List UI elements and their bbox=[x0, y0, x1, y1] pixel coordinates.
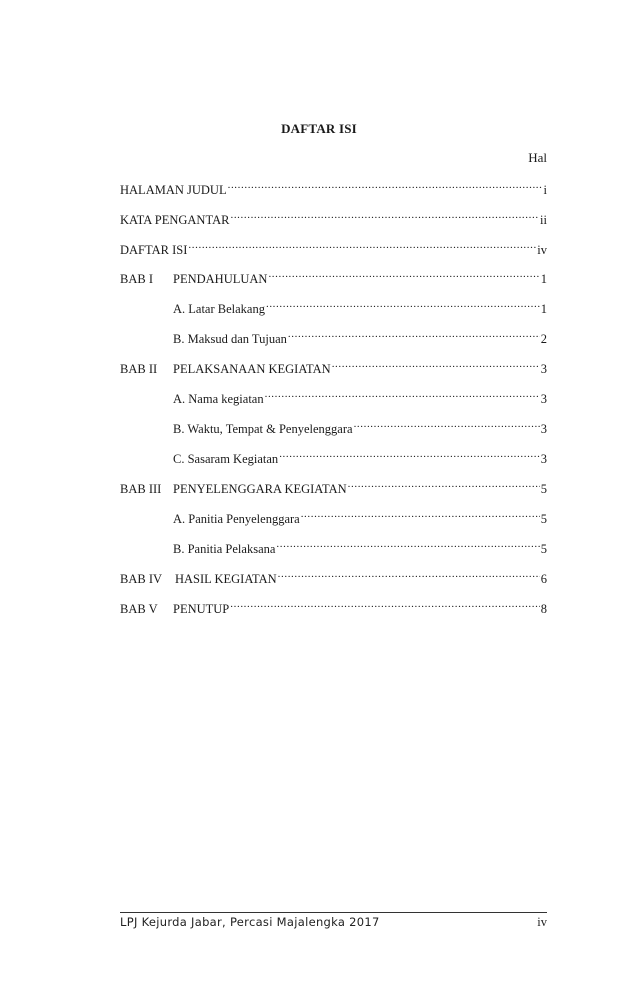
toc-entry-title: PENUTUP bbox=[173, 602, 230, 616]
toc-subentry-sasaram-kegiatan[interactable] bbox=[120, 445, 547, 466]
dot-leader bbox=[265, 385, 540, 403]
toc-entry-page: iv bbox=[537, 243, 547, 257]
dot-leader bbox=[279, 445, 540, 463]
toc-entry-bab-1[interactable] bbox=[120, 265, 547, 286]
dot-leader bbox=[268, 265, 539, 283]
toc-entry-page: 1 bbox=[540, 272, 547, 286]
toc-entry-page: 2 bbox=[540, 332, 547, 346]
toc-entry-title: B. Waktu, Tempat & Penyelenggara bbox=[173, 422, 353, 436]
footer-text: LPJ Kejurda Jabar, Percasi Majalengka 2017 bbox=[120, 915, 380, 929]
toc-entry-title: HALAMAN JUDUL bbox=[120, 183, 227, 197]
toc-subentry-nama-kegiatan[interactable] bbox=[120, 385, 547, 406]
toc-chapter-label: BAB IV bbox=[120, 572, 163, 586]
toc-entry-halaman-judul[interactable] bbox=[120, 176, 547, 197]
toc-entry-page: ii bbox=[540, 213, 547, 227]
page-column-label: Hal bbox=[528, 150, 547, 165]
dot-leader bbox=[301, 505, 540, 523]
toc-entry-title: A. Nama kegiatan bbox=[173, 392, 264, 406]
toc-subentry-panitia-penyelenggara[interactable] bbox=[120, 505, 547, 526]
toc-entry-page: 1 bbox=[540, 302, 547, 316]
toc-subentry-latar-belakang[interactable] bbox=[120, 295, 547, 316]
dot-leader bbox=[332, 355, 540, 373]
dot-leader bbox=[266, 295, 540, 313]
dot-leader bbox=[276, 535, 539, 553]
toc-chapter-label: BAB I bbox=[120, 272, 153, 286]
dot-leader bbox=[348, 475, 540, 493]
dot-leader bbox=[288, 325, 540, 343]
toc-chapter-label: BAB II bbox=[120, 362, 158, 376]
dot-leader bbox=[188, 236, 536, 254]
toc-entry-bab-3[interactable] bbox=[120, 475, 547, 496]
toc-entry-page: 5 bbox=[540, 482, 547, 496]
toc-entry-daftar-isi[interactable] bbox=[120, 236, 547, 257]
toc-entry-title: KATA PENGANTAR bbox=[120, 213, 230, 227]
toc-entry-page: 3 bbox=[540, 452, 547, 466]
toc-entry-page: 3 bbox=[540, 392, 547, 406]
page-title: DAFTAR ISI bbox=[281, 121, 357, 136]
toc-entry-title: PENDAHULUAN bbox=[173, 272, 268, 286]
toc-chapter-label: BAB V bbox=[120, 602, 158, 616]
footer-page-number: iv bbox=[537, 915, 547, 929]
toc-chapter-label: BAB III bbox=[120, 482, 162, 496]
toc-entry-title: C. Sasaram Kegiatan bbox=[173, 452, 279, 466]
toc-subentry-panitia-pelaksana[interactable] bbox=[120, 535, 547, 556]
toc-entry-title: A. Latar Belakang bbox=[173, 302, 265, 316]
footer-divider bbox=[120, 912, 547, 913]
toc-subentry-waktu-tempat[interactable] bbox=[120, 415, 547, 436]
dot-leader bbox=[354, 415, 540, 433]
toc-entry-page: 3 bbox=[540, 362, 547, 376]
toc-entry-title: HASIL KEGIATAN bbox=[175, 572, 277, 586]
dot-leader bbox=[230, 595, 539, 613]
toc-entry-title: B. Maksud dan Tujuan bbox=[173, 332, 287, 346]
toc-entry-page: 5 bbox=[540, 512, 547, 526]
toc-entry-title: PELAKSANAAN KEGIATAN bbox=[173, 362, 331, 376]
toc-entry-page: 3 bbox=[540, 422, 547, 436]
toc-entry-bab-4[interactable] bbox=[120, 565, 547, 586]
toc-entry-title: A. Panitia Penyelenggara bbox=[173, 512, 300, 526]
toc-entry-bab-5[interactable] bbox=[120, 595, 547, 616]
dot-leader bbox=[278, 565, 540, 583]
toc-entry-title: PENYELENGGARA KEGIATAN bbox=[173, 482, 347, 496]
toc-entry-kata-pengantar[interactable] bbox=[120, 206, 547, 227]
dot-leader bbox=[228, 176, 543, 194]
toc-entry-page: 5 bbox=[540, 542, 547, 556]
toc-entry-title: B. Panitia Pelaksana bbox=[173, 542, 276, 556]
dot-leader bbox=[230, 206, 539, 224]
toc-entry-page: 8 bbox=[540, 602, 547, 616]
toc-entry-page: i bbox=[543, 183, 547, 197]
toc-entry-title: DAFTAR ISI bbox=[120, 243, 188, 257]
toc-entry-page: 6 bbox=[540, 572, 547, 586]
toc-subentry-maksud-dan-tujuan[interactable] bbox=[120, 325, 547, 346]
toc-entry-bab-2[interactable] bbox=[120, 355, 547, 376]
